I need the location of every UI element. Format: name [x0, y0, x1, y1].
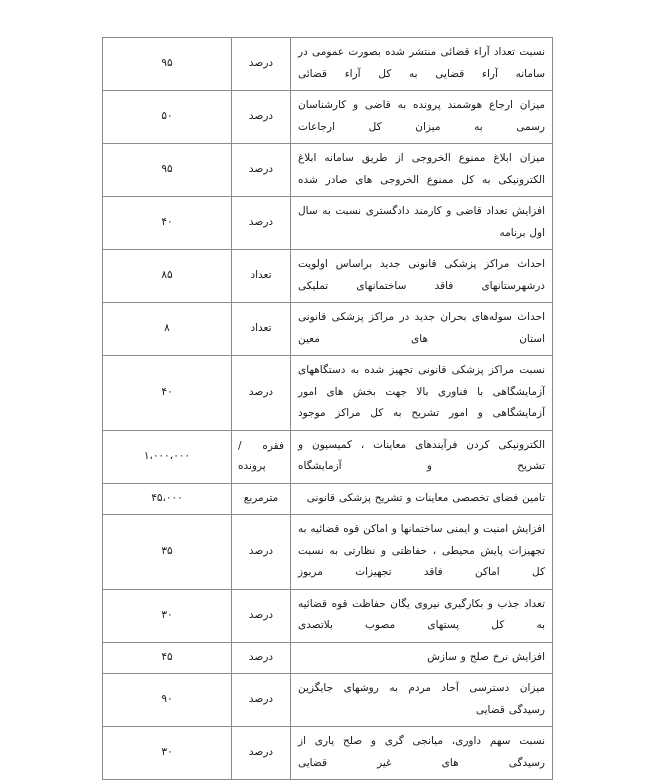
- indicator-value-cell: ۳۰: [103, 589, 232, 642]
- indicator-unit-cell: درصد: [232, 727, 291, 780]
- table-row: [103, 197, 553, 250]
- indicator-description-cell: افزایش نرخ صلح و سازش: [291, 642, 553, 674]
- table-row: [103, 250, 553, 303]
- indicator-description-cell: افزایش امنیت و ایمنی ساختمانها و اماکن قوه قضائیه به تجهیزات پایش محیطی ، حفاظتی و نظارتی به نسبت کل اماکن فاقد تجهیزات مربوز: [291, 515, 553, 590]
- indicator-unit-cell: درصد: [232, 515, 291, 590]
- indicator-value-cell: ۵۰: [103, 91, 232, 144]
- table-row: [103, 144, 553, 197]
- indicator-unit-cell: مترمربع: [232, 483, 291, 515]
- table-row: [103, 642, 553, 674]
- table-row: [103, 430, 553, 483]
- table-body: [103, 38, 553, 780]
- indicator-unit-cell: درصد: [232, 91, 291, 144]
- indicator-description-cell: احداث سوله‌های بحران جدید در مراکز پزشکی قانونی استان های معین: [291, 303, 553, 356]
- table-row: [103, 356, 553, 431]
- indicator-value-cell: ۴۰: [103, 356, 232, 431]
- table-row: [103, 674, 553, 727]
- indicator-value-cell: ۴۵،۰۰۰: [103, 483, 232, 515]
- indicator-value-cell: ۸: [103, 303, 232, 356]
- indicator-description-cell: افزایش تعداد قاضی و کارمند دادگستری نسبت به سال اول برنامه: [291, 197, 553, 250]
- indicator-value-cell: ۹۵: [103, 144, 232, 197]
- indicator-description-cell: میزان ارجاع هوشمند پرونده به قاضی و کارشناسان رسمی به میزان کل ارجاعات: [291, 91, 553, 144]
- table-row: [103, 483, 553, 515]
- unit-line-1: فقره /: [238, 439, 284, 452]
- indicator-description-cell: نسبت تعداد آراء قضائی منتشر شده بصورت عمومی در سامانه آراء قضایی به کل آراء قضائی: [291, 38, 553, 91]
- table-row: [103, 91, 553, 144]
- indicator-description-cell: احداث مراکز پزشکی قانونی جدید براساس اولویت درشهرستانهای فاقد ساختمانهای تملیکی: [291, 250, 553, 303]
- table-row: [103, 589, 553, 642]
- table-row: [103, 515, 553, 590]
- indicator-description-cell: تعداد جذب و بکارگیری نیروی یگان حفاظت قوه قضائیه به کل پستهای مصوب بلاتصدی: [291, 589, 553, 642]
- indicator-value-cell: ۹۰: [103, 674, 232, 727]
- indicator-value-cell: ۹۵: [103, 38, 232, 91]
- indicator-unit-cell: درصد: [232, 674, 291, 727]
- indicator-value-cell: ۳۰: [103, 727, 232, 780]
- indicator-value-cell: ۴۰: [103, 197, 232, 250]
- table-row: [103, 303, 553, 356]
- indicator-description-cell: میزان ابلاغ ممنوع الخروجی از طریق سامانه ابلاغ الکترونیکی به کل ممنوع الخروجی های صادر شده: [291, 144, 553, 197]
- indicator-value-cell: ۱،۰۰۰،۰۰۰: [103, 430, 232, 483]
- indicator-unit-cell: درصد: [232, 589, 291, 642]
- indicator-unit-cell: درصد: [232, 642, 291, 674]
- table-container: [103, 37, 553, 780]
- indicator-unit-cell: تعداد: [232, 303, 291, 356]
- judicial-program-indicators-table: [102, 37, 553, 780]
- indicator-value-cell: ۴۵: [103, 642, 232, 674]
- unit-two-line: [234, 437, 288, 477]
- indicator-unit-cell: تعداد: [232, 250, 291, 303]
- unit-line-2: پرونده: [238, 459, 266, 472]
- table-row: [103, 38, 553, 91]
- indicator-unit-cell: درصد: [232, 197, 291, 250]
- indicator-value-cell: ۳۵: [103, 515, 232, 590]
- indicator-description-cell: تامین فضای تخصصی معاینات و تشریح پزشکی قانونی: [291, 483, 553, 515]
- indicator-description-cell: میزان دسترسی آحاد مردم به روشهای جایگزین رسیدگی قضایی: [291, 674, 553, 727]
- table-row: [103, 727, 553, 780]
- indicator-description-cell: نسبت سهم داوری، میانجی گری و صلح یاری از رسیدگی های غیر قضایی: [291, 727, 553, 780]
- indicator-unit-cell: درصد: [232, 144, 291, 197]
- indicator-unit-cell: [232, 430, 291, 483]
- indicator-description-cell: الکترونیکی کردن فرآیندهای معاینات ، کمیسیون و تشریح و آزمایشگاه: [291, 430, 553, 483]
- indicator-unit-cell: درصد: [232, 38, 291, 91]
- indicator-description-cell: نسبت مراکز پزشکی قانونی تجهیز شده به دستگاههای آزمایشگاهی با فناوری بالا جهت بخش های امور آزمایشگاهی و امور تشریح به کل مراکز موجود: [291, 356, 553, 431]
- indicator-unit-cell: درصد: [232, 356, 291, 431]
- indicator-value-cell: ۸۵: [103, 250, 232, 303]
